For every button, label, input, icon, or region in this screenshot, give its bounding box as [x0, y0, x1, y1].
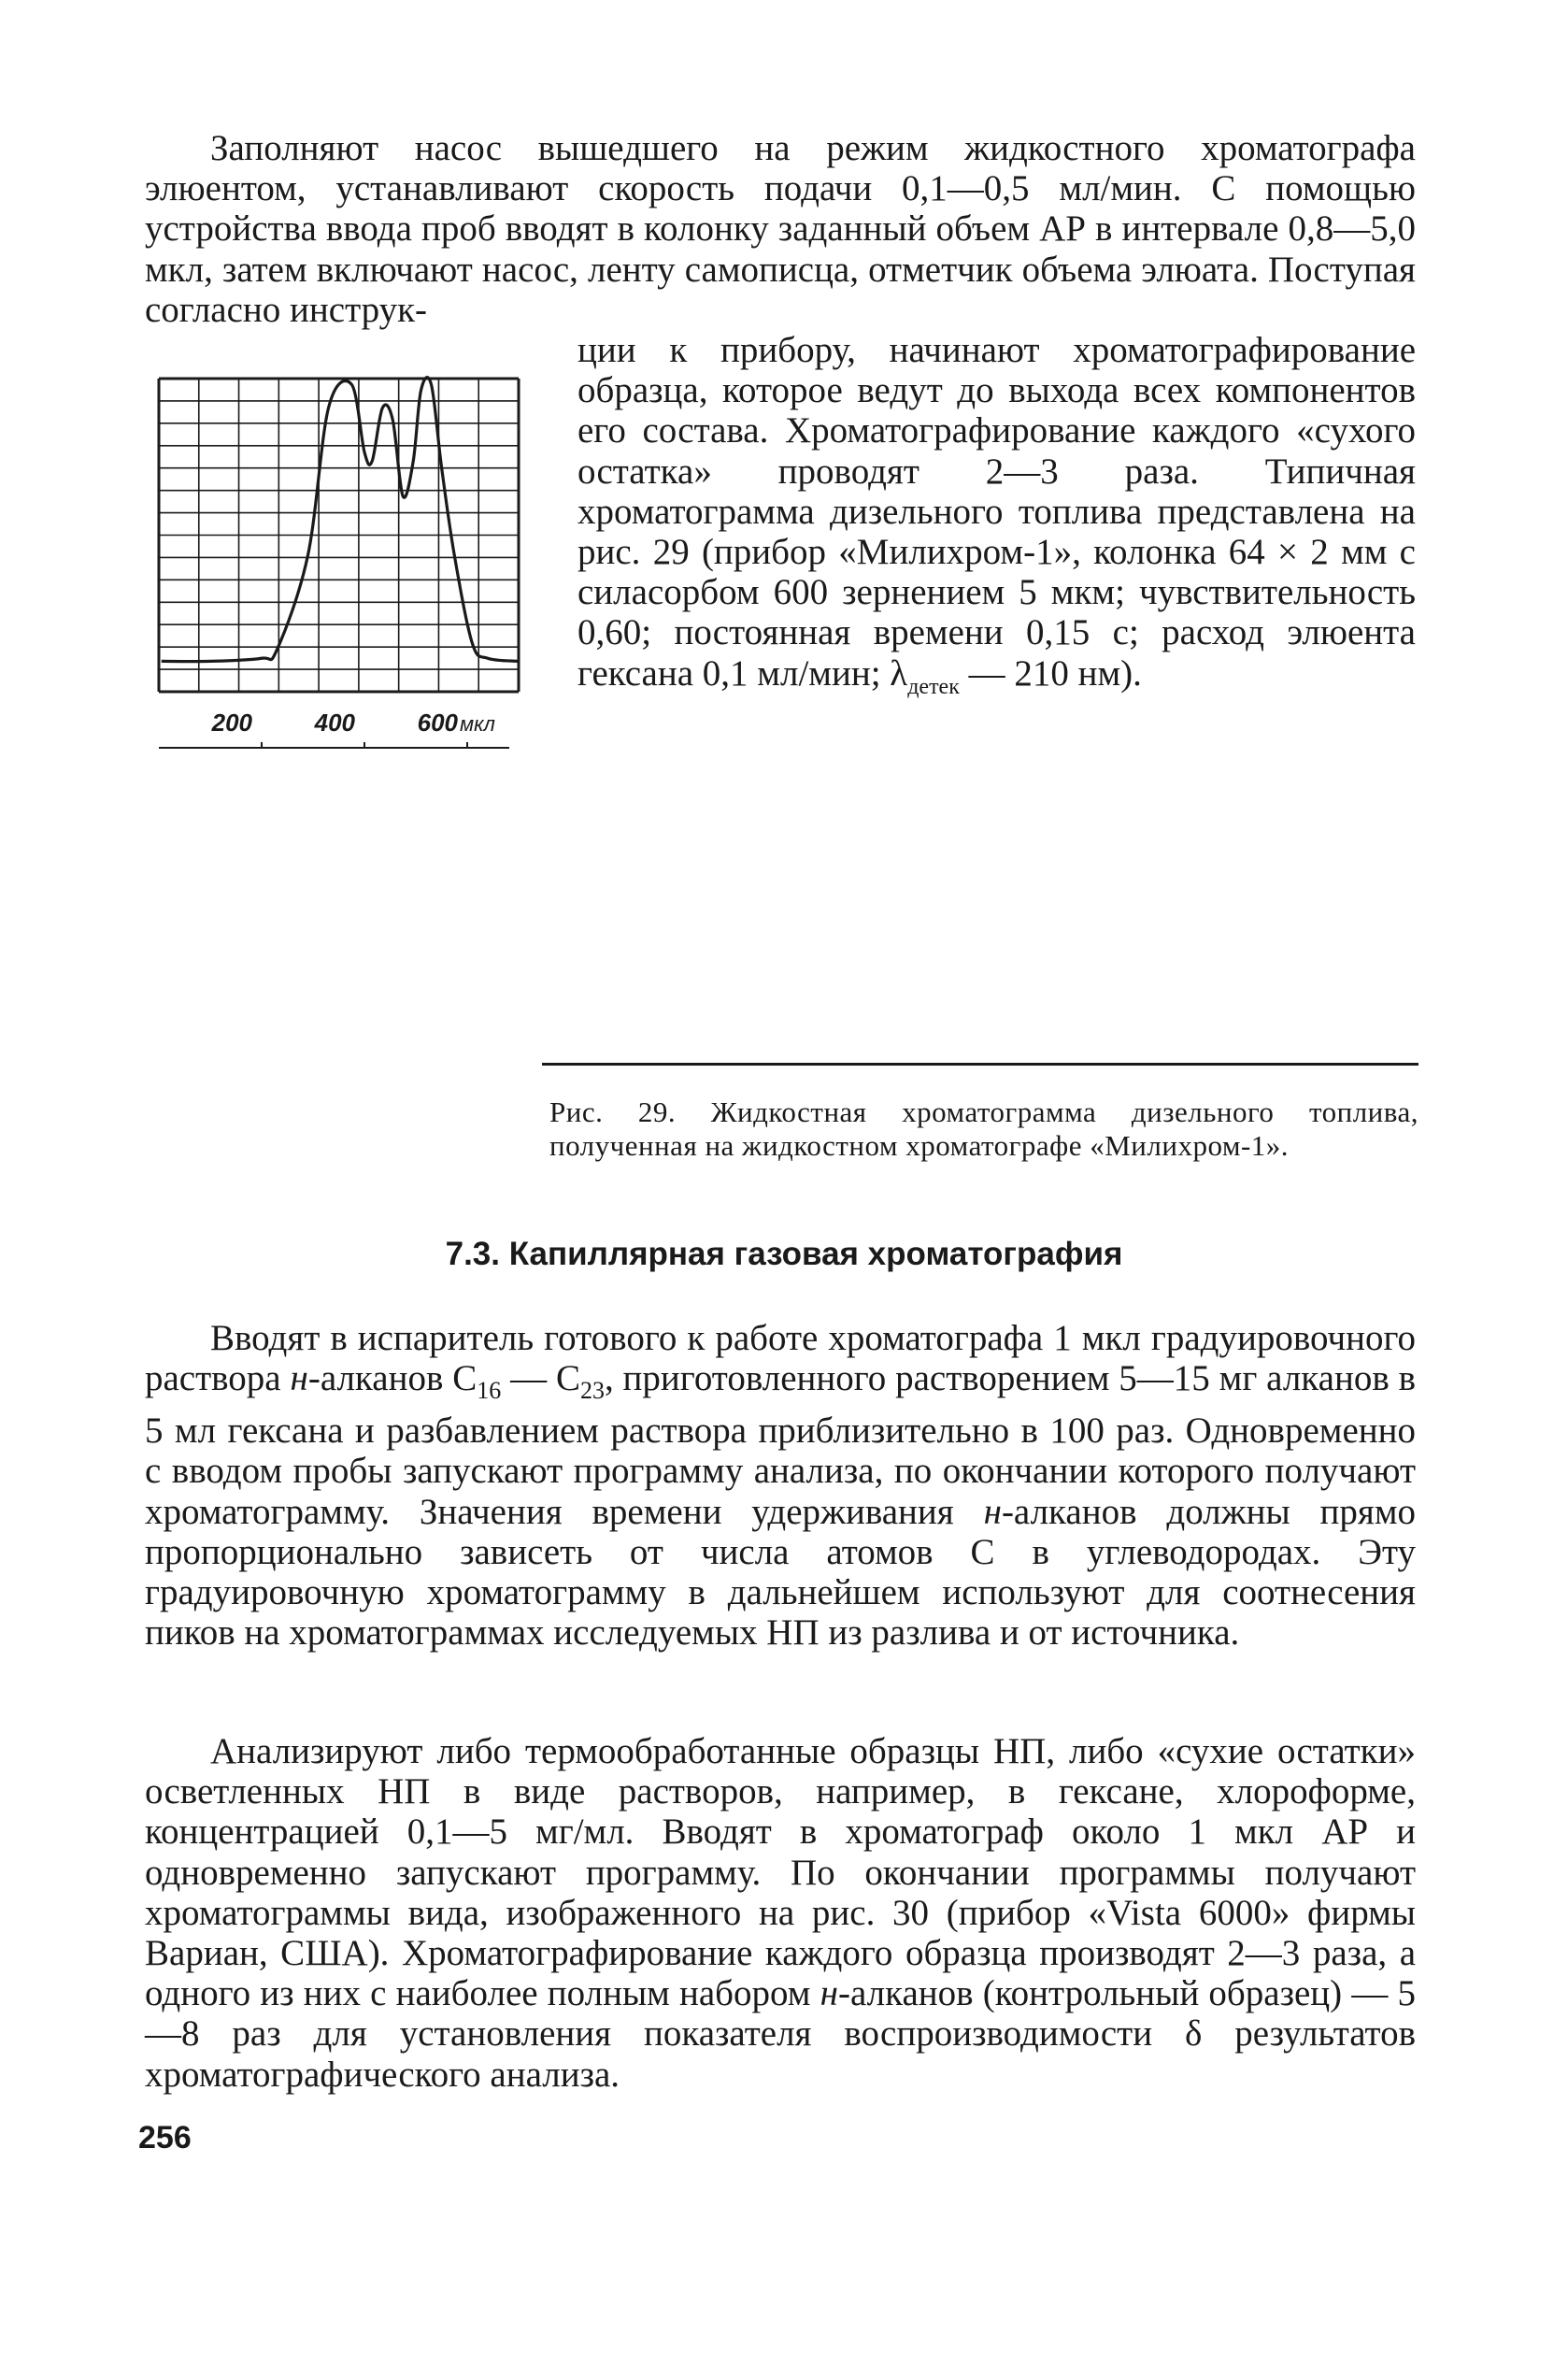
p2-part: -алканов должны прямо пропорционально зависеть от числа атомов С в углеводородах. Эту градуировочную хроматограмму в дальнейшем используют для соотнесения пиков на хроматограммах исследуемых НП из разлива и от источника. [145, 1491, 1417, 1654]
paragraph-1-wrap [577, 330, 1416, 708]
p2-italic-n: н [983, 1491, 1002, 1532]
x-unit-label: мкл [460, 712, 495, 736]
p2-sub-23: 23 [579, 1377, 605, 1404]
page-number: 256 [138, 2120, 192, 2155]
p2-sub-16: 16 [477, 1377, 502, 1404]
caption-rule [542, 1063, 1418, 1066]
figure-caption: Рис. 29. Жидкостная хроматограмма дизельного топлива, полученная на жидкостном хроматографе «Милихром-1». [549, 1096, 1418, 1162]
figure-29-chromatogram [150, 369, 542, 752]
section-title: 7.3. Капиллярная газовая хроматография [445, 1236, 1123, 1272]
p3-part: Анализируют либо термообработанные образцы НП, либо «сухие остатки» осветленных НП в виде растворов, например, в гексане, хлороформе, концентрацией 0,1—5 мг/мл. Вводят в хроматограф около 1 мкл АР и одновременно запускают программу. По окончании программы получают хроматограммы вида, изображенного на рис. 30 (прибор «Vista 6000» фирмы Вариан, США). Хроматографирование каждого образца производят 2—3 раза, а одного из них с наиболее полным набором [145, 1731, 1416, 2014]
paragraph-1-top: Заполняют насос вышедшего на режим жидкостного хроматографа элюентом, устанавливают скорость подачи 0,1—0,5 мл/мин. С помощью устройства ввода проб вводят в колонку заданный объем АР в интервале 0,8—5,0 мкл, затем включают насос, ленту самописца, отметчик объема элюата. Поступая согласно инструк- [145, 128, 1416, 330]
chart-ticks [211, 709, 495, 748]
paragraph-1-end: — 210 нм). [959, 652, 1142, 694]
lambda-subscript: детек [907, 674, 960, 699]
chart-grid [159, 379, 519, 692]
p2-part: — C [501, 1358, 580, 1399]
p2-part: , приготовленного растворением 5—15 мг алканов в 5 мл гексана и разбавлением раствора приблизительно в 100 раз. Одновременно с вводом пробы запускают программу анализа, по окончании которого получают хроматограмму. Значения времени удерживания [145, 1358, 1416, 1532]
chart-series [162, 378, 519, 662]
p3-italic-n: н [820, 1973, 838, 2014]
paragraph-1-wrap-text: ции к прибору, начинают хроматографирование образца, которое ведут до выхода всех компонентов его состава. Хроматографирование каждого «сухого остатка» проводят 2—3 раза. Типичная хроматограмма дизельного топлива представлена на рис. 29 (прибор «Милихром-1», колонка 64 × 2 мм с силасорбом 600 зернением 5 мкм; чувствительность 0,60; постоянная времени 0,15 с; расход элюента гексана 0,1 мл/мин; λ [577, 330, 1416, 694]
chromatogram-line [162, 378, 519, 662]
x-tick-label: 400 [314, 709, 355, 737]
paragraph-2 [145, 1318, 1416, 1653]
p3-part: -алканов (контрольный образец) — 5—8 раз для установления показателя воспроизводимости δ результатов хроматографического анализа. [145, 1973, 1416, 2095]
x-tick-label: 200 [211, 709, 252, 737]
p2-italic-n: н [290, 1358, 308, 1399]
p2-part: -алканов C [307, 1358, 478, 1399]
paragraph-3 [145, 1731, 1416, 2095]
x-tick-label: 600 [417, 709, 458, 737]
p2-part: Вводят в испаритель готового к работе хроматографа 1 мкл градуировочного раствора [145, 1318, 1416, 1399]
chromatogram-chart [150, 369, 542, 752]
